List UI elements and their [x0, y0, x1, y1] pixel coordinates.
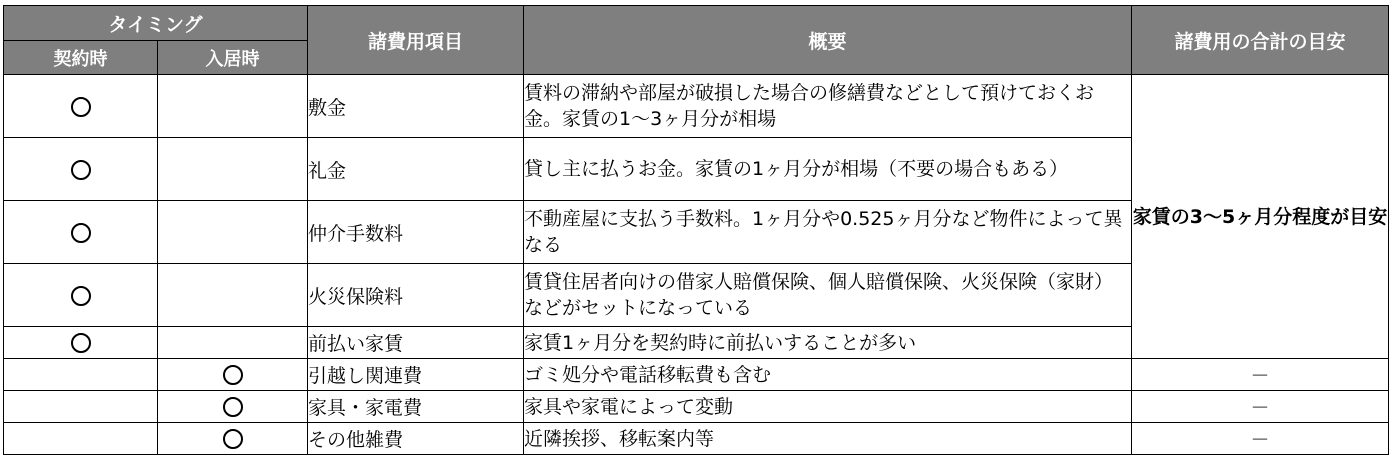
total-dash: －: [1132, 359, 1389, 391]
header-total: 諸費用の合計の目安: [1132, 6, 1389, 75]
header-contract: 契約時: [4, 41, 158, 75]
item-summary: 賃貸住居者向けの借家人賠償保険、個人賠償保険、火災保険（家財）などがセットになっている: [524, 264, 1132, 327]
contract-mark-cell: [4, 201, 158, 264]
contract-mark-cell: [4, 75, 158, 138]
total-dash: －: [1132, 423, 1389, 455]
item-name: その他雑費: [308, 423, 524, 455]
item-summary: 賃料の滞納や部屋が破損した場合の修繕費などとして預けておくお金。家賃の1～3ヶ月分が相場: [524, 75, 1132, 138]
item-summary: 家賃1ヶ月分を契約時に前払いすることが多い: [524, 327, 1132, 359]
item-name: 敷金: [308, 75, 524, 138]
total-estimate: 家賃の3～5ヶ月分程度が目安: [1132, 75, 1389, 359]
contract-mark-cell: [4, 423, 158, 455]
table-row: [4, 391, 1389, 423]
item-name: 礼金: [308, 138, 524, 201]
contract-mark-cell: [4, 327, 158, 359]
move-in-mark-cell: [158, 327, 308, 359]
move-in-mark-cell: [158, 423, 308, 455]
table-row: [4, 423, 1389, 455]
table-row: [4, 75, 1389, 138]
circle-mark-icon: [71, 97, 91, 117]
circle-mark-icon: [71, 223, 91, 243]
move-in-mark-cell: [158, 391, 308, 423]
header-move-in: 入居時: [158, 41, 308, 75]
item-name: 火災保険料: [308, 264, 524, 327]
move-in-mark-cell: [158, 201, 308, 264]
item-summary: 貸し主に払うお金。家賃の1ヶ月分が相場（不要の場合もある）: [524, 138, 1132, 201]
contract-mark-cell: [4, 264, 158, 327]
item-name: 仲介手数料: [308, 201, 524, 264]
item-summary: 近隣挨拶、移転案内等: [524, 423, 1132, 455]
circle-mark-icon: [223, 429, 243, 449]
circle-mark-icon: [71, 286, 91, 306]
circle-mark-icon: [223, 397, 243, 417]
circle-mark-icon: [71, 160, 91, 180]
circle-mark-icon: [223, 365, 243, 385]
header-timing: タイミング: [4, 6, 308, 41]
cost-table: [3, 5, 1389, 455]
item-summary: 不動産屋に支払う手数料。1ヶ月分や0.525ヶ月分など物件によって異なる: [524, 201, 1132, 264]
contract-mark-cell: [4, 391, 158, 423]
move-in-mark-cell: [158, 138, 308, 201]
item-summary: ゴミ処分や電話移転費も含む: [524, 359, 1132, 391]
move-in-mark-cell: [158, 75, 308, 138]
move-in-mark-cell: [158, 359, 308, 391]
item-summary: 家具や家電によって変動: [524, 391, 1132, 423]
circle-mark-icon: [71, 333, 91, 353]
table-row: [4, 359, 1389, 391]
header-item: 諸費用項目: [308, 6, 524, 75]
item-name: 家具・家電費: [308, 391, 524, 423]
move-in-mark-cell: [158, 264, 308, 327]
contract-mark-cell: [4, 138, 158, 201]
contract-mark-cell: [4, 359, 158, 391]
item-name: 引越し関連費: [308, 359, 524, 391]
header-summary: 概要: [524, 6, 1132, 75]
total-dash: －: [1132, 391, 1389, 423]
item-name: 前払い家賃: [308, 327, 524, 359]
